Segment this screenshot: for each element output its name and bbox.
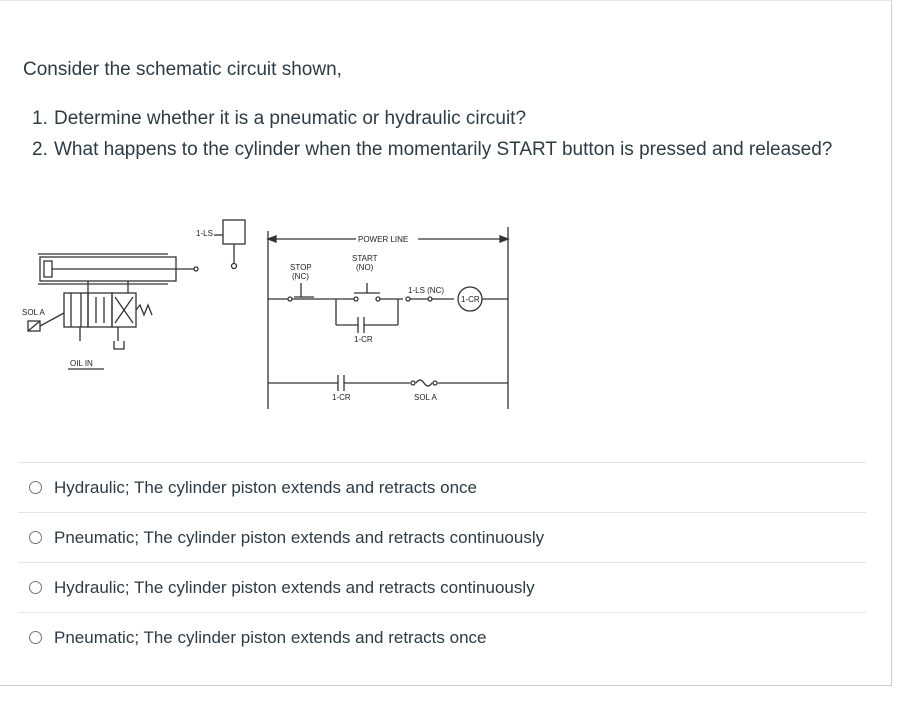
label-1ls-nc: 1-LS (NC) <box>408 286 445 295</box>
label-stop: STOP <box>290 263 312 272</box>
radio-button[interactable] <box>29 631 42 644</box>
circuit-schematic-figure <box>18 213 518 413</box>
answer-label[interactable]: Pneumatic; The cylinder piston extends and retracts continuously <box>54 527 545 547</box>
answer-option-3[interactable] <box>18 562 866 612</box>
question-text: Determine whether it is a pneumatic or hydraulic circuit? <box>54 108 527 129</box>
label-start-no: (NO) <box>356 263 374 272</box>
valve-block-a <box>64 293 88 327</box>
limit-switch-1ls <box>223 220 245 244</box>
question-item-2 <box>22 134 842 165</box>
answer-label[interactable]: Hydraulic; The cylinder piston extends and retracts once <box>54 477 478 497</box>
label-sol-a-left: SOL A <box>22 308 45 317</box>
radio-button[interactable] <box>29 531 42 544</box>
label-1cr-bottom: 1-CR <box>332 393 351 402</box>
question-list <box>22 103 842 165</box>
label-start: START <box>352 254 378 263</box>
arrow-left-icon <box>268 236 276 242</box>
question-number: 2. <box>32 139 48 160</box>
question-intro: Consider the schematic circuit shown, <box>23 59 342 80</box>
answer-label[interactable]: Pneumatic; The cylinder piston extends and retracts once <box>54 627 487 647</box>
answer-options <box>18 462 866 662</box>
label-sol-a-rung: SOL A <box>414 393 437 402</box>
label-stop-nc: (NC) <box>292 272 309 281</box>
arrow-right-icon <box>500 236 508 242</box>
question-text: What happens to the cylinder when the momentarily START button is pressed and released? <box>54 139 833 160</box>
radio-button[interactable] <box>29 481 42 494</box>
label-power-line: POWER LINE <box>358 235 409 244</box>
question-number: 1. <box>32 108 48 129</box>
label-1cr-hold: 1-CR <box>354 335 373 344</box>
cylinder-piston <box>44 261 52 277</box>
rod-end <box>194 267 198 271</box>
answer-label[interactable]: Hydraulic; The cylinder piston extends and retracts continuously <box>54 577 535 597</box>
radio-button[interactable] <box>29 581 42 594</box>
label-1cr-coil: 1-CR <box>461 295 480 304</box>
valve-block-b <box>88 293 112 327</box>
question-item-1 <box>22 103 842 134</box>
circuit-schematic <box>18 213 518 413</box>
answer-option-1[interactable] <box>18 462 866 512</box>
label-1ls: 1-LS <box>196 229 213 238</box>
answer-option-4[interactable] <box>18 612 866 662</box>
answer-option-2[interactable] <box>18 512 866 562</box>
label-oil-in: OIL IN <box>70 359 93 368</box>
